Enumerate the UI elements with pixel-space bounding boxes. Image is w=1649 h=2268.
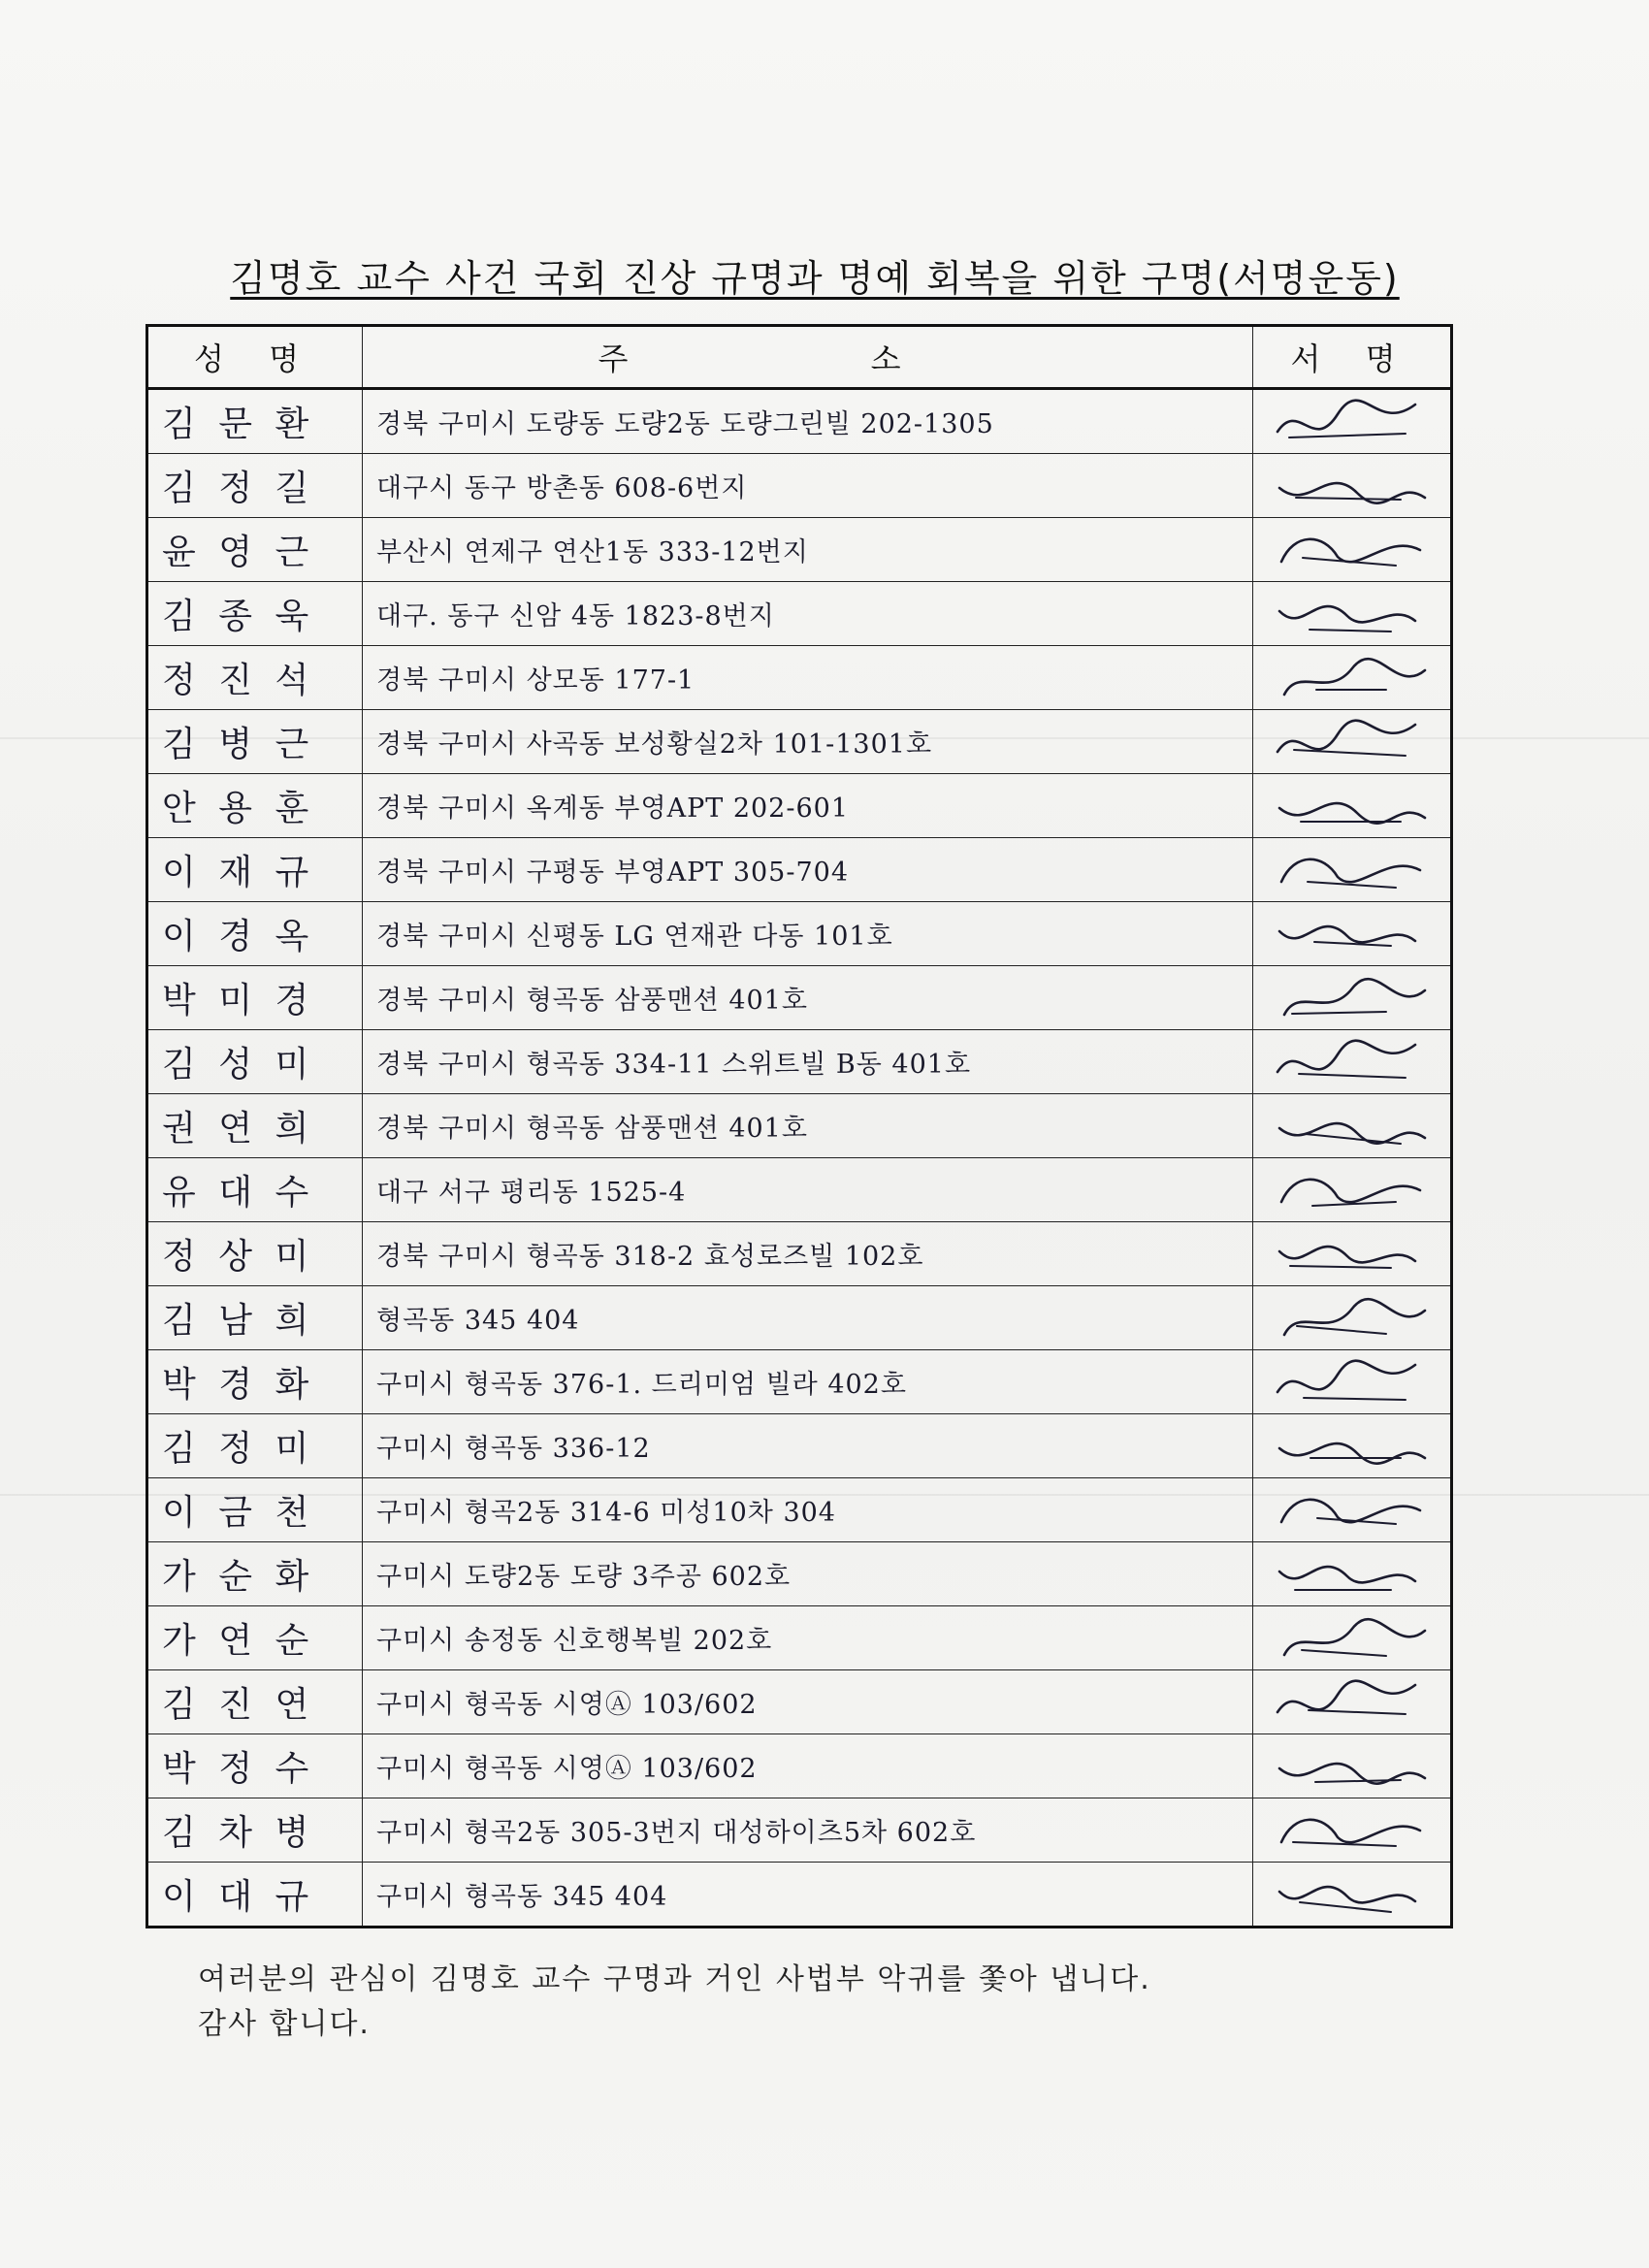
signature-stroke: [1277, 1680, 1415, 1711]
signer-address: 대구시 동구 방촌동 608-6번지: [363, 454, 1253, 518]
signature-mark: [1253, 774, 1452, 838]
signer-name: 김 성 미: [147, 1030, 363, 1094]
signer-name: 가 연 순: [147, 1606, 363, 1670]
table-row: [147, 389, 1452, 454]
signature-underline: [1292, 1012, 1386, 1014]
signature-mark: [1253, 966, 1452, 1030]
table-row: [147, 646, 1452, 710]
signature-mark: [1253, 1798, 1452, 1863]
handwritten-signature: [1270, 1483, 1435, 1538]
signer-name: 김 문 환: [147, 389, 363, 454]
handwritten-signature: [1270, 1803, 1435, 1858]
handwritten-signature: [1270, 1163, 1435, 1217]
signature-underline: [1294, 750, 1406, 756]
table-row: [147, 454, 1452, 518]
signature-mark: [1253, 1030, 1452, 1094]
signature-stroke: [1279, 1247, 1415, 1262]
header-name: 성 명: [147, 326, 363, 389]
signature-mark: [1253, 389, 1452, 454]
handwritten-signature: [1270, 779, 1435, 833]
signature-mark: [1253, 1094, 1452, 1158]
signer-name: 김 종 욱: [147, 582, 363, 646]
signer-name: 김 차 병: [147, 1798, 363, 1863]
table-row: [147, 1542, 1452, 1606]
signature-underline: [1300, 1902, 1391, 1912]
signature-stroke: [1279, 1443, 1425, 1464]
table-row: [147, 1350, 1452, 1414]
closing-line-1: 여러분의 관심이 김명호 교수 구명과 거인 사법부 악귀를 쫓아 냅니다.: [198, 1962, 1151, 1996]
signature-mark: [1253, 1158, 1452, 1222]
signature-mark: [1253, 646, 1452, 710]
signature-stroke: [1281, 1179, 1420, 1201]
signer-address: 구미시 송정동 신호행복빌 202호: [363, 1606, 1253, 1670]
handwritten-signature: [1270, 459, 1435, 513]
table-row: [147, 1734, 1452, 1798]
handwritten-signature: [1270, 1227, 1435, 1281]
table-row: [147, 1798, 1452, 1863]
signer-address: 경북 구미시 도량동 도량2동 도량그린빌 202-1305: [363, 389, 1253, 454]
signer-address: 구미시 형곡동 345 404: [363, 1863, 1253, 1928]
signature-stroke: [1279, 1567, 1415, 1582]
signer-address: 구미시 형곡2동 314-6 미성10차 304: [363, 1478, 1253, 1542]
signer-address: 구미시 형곡동 376-1. 드리미엄 빌라 402호: [363, 1350, 1253, 1414]
signer-name: 박 미 경: [147, 966, 363, 1030]
table-row: [147, 518, 1452, 582]
signer-address: 대구. 동구 신암 4동 1823-8번지: [363, 582, 1253, 646]
header-signature: 서 명: [1253, 326, 1452, 389]
closing-line-2: 감사 합니다.: [198, 2007, 371, 2041]
signature-stroke: [1284, 979, 1425, 1015]
signature-stroke: [1279, 926, 1415, 942]
signature-mark: [1253, 1734, 1452, 1798]
table-row: [147, 582, 1452, 646]
signer-name: 박 정 수: [147, 1734, 363, 1798]
signature-stroke: [1277, 720, 1415, 751]
handwritten-signature: [1270, 651, 1435, 705]
signature-mark: [1253, 710, 1452, 774]
signature-mark: [1253, 1286, 1452, 1350]
handwritten-signature: [1270, 1611, 1435, 1666]
signer-address: 경북 구미시 구평동 부영APT 305-704: [363, 838, 1253, 902]
signature-stroke: [1279, 1887, 1415, 1902]
table-row: [147, 774, 1452, 838]
signer-name: 김 병 근: [147, 710, 363, 774]
signer-name: 유 대 수: [147, 1158, 363, 1222]
signer-address: 대구 서구 평리동 1525-4: [363, 1158, 1253, 1222]
table-row: [147, 838, 1452, 902]
handwritten-signature: [1270, 1419, 1435, 1474]
table-row: [147, 1158, 1452, 1222]
signature-mark: [1253, 1350, 1452, 1414]
handwritten-signature: [1270, 1547, 1435, 1602]
signer-address: 구미시 형곡2동 305-3번지 대성하이츠5차 602호: [363, 1798, 1253, 1863]
table-row: [147, 1286, 1452, 1350]
signer-name: 윤 영 근: [147, 518, 363, 582]
signer-address: 구미시 형곡동 시영Ⓐ 103/602: [363, 1734, 1253, 1798]
signer-name: 김 정 미: [147, 1414, 363, 1478]
signer-name: 가 순 화: [147, 1542, 363, 1606]
signer-name: 이 대 규: [147, 1863, 363, 1928]
signer-address: 경북 구미시 형곡동 318-2 효성로즈빌 102호: [363, 1222, 1253, 1286]
handwritten-signature: [1270, 395, 1435, 449]
signer-name: 김 남 희: [147, 1286, 363, 1350]
signature-mark: [1253, 1414, 1452, 1478]
signature-underline: [1297, 1326, 1386, 1334]
signature-mark: [1253, 1222, 1452, 1286]
header-address: 주 소: [363, 326, 1253, 389]
table-row: [147, 1606, 1452, 1670]
handwritten-signature: [1270, 907, 1435, 961]
signature-mark: [1253, 1670, 1452, 1734]
signer-address: 경북 구미시 형곡동 삼풍맨션 401호: [363, 1094, 1253, 1158]
closing-message: [198, 1958, 1459, 2047]
signature-mark: [1253, 902, 1452, 966]
signer-address: 구미시 형곡동 336-12: [363, 1414, 1253, 1478]
signature-underline: [1304, 1398, 1406, 1400]
signer-address: 경북 구미시 옥계동 부영APT 202-601: [363, 774, 1253, 838]
table-row: [147, 1863, 1452, 1928]
signer-name: 김 정 길: [147, 454, 363, 518]
document-title: 김명호 교수 사건 국회 진상 규명과 명예 회복을 위한 구명(서명운동): [230, 257, 1400, 300]
handwritten-signature: [1270, 1867, 1435, 1922]
signature-stroke: [1277, 1360, 1415, 1391]
signature-mark: [1253, 518, 1452, 582]
handwritten-signature: [1270, 971, 1435, 1025]
signer-name: 이 재 규: [147, 838, 363, 902]
handwritten-signature: [1270, 1099, 1435, 1153]
table-header-row: [147, 326, 1452, 389]
signature-mark: [1253, 1606, 1452, 1670]
signature-underline: [1310, 630, 1391, 632]
signature-underline: [1317, 1518, 1396, 1524]
table-body: [147, 389, 1452, 1928]
signer-name: 정 상 미: [147, 1222, 363, 1286]
signature-underline: [1299, 1074, 1406, 1078]
signature-stroke: [1277, 400, 1415, 431]
table-row: [147, 1030, 1452, 1094]
table-row: [147, 1478, 1452, 1542]
signature-mark: [1253, 1863, 1452, 1928]
signer-name: 박 경 화: [147, 1350, 363, 1414]
table-row: [147, 966, 1452, 1030]
signature-underline: [1306, 1134, 1401, 1144]
signature-stroke: [1279, 606, 1415, 622]
signature-underline: [1309, 1710, 1406, 1714]
handwritten-signature: [1270, 1035, 1435, 1089]
signature-stroke: [1279, 483, 1425, 503]
handwritten-signature: [1270, 523, 1435, 577]
signer-name: 김 진 연: [147, 1670, 363, 1734]
signature-mark: [1253, 838, 1452, 902]
signer-name: 권 연 희: [147, 1094, 363, 1158]
table-row: [147, 1094, 1452, 1158]
signature-stroke: [1284, 1299, 1425, 1335]
signer-address: 경북 구미시 상모동 177-1: [363, 646, 1253, 710]
signature-underline: [1296, 498, 1401, 500]
signature-underline: [1302, 1650, 1386, 1656]
signature-underline: [1314, 942, 1391, 946]
signer-address: 구미시 도량2동 도량 3주공 602호: [363, 1542, 1253, 1606]
signer-address: 구미시 형곡동 시영Ⓐ 103/602: [363, 1670, 1253, 1734]
signature-stroke: [1279, 803, 1425, 824]
signer-name: 안 용 훈: [147, 774, 363, 838]
signature-mark: [1253, 454, 1452, 518]
signer-name: 정 진 석: [147, 646, 363, 710]
handwritten-signature: [1270, 1291, 1435, 1345]
signature-mark: [1253, 582, 1452, 646]
signature-mark: [1253, 1542, 1452, 1606]
signature-stroke: [1281, 1499, 1420, 1521]
signature-stroke: [1277, 1040, 1415, 1071]
table-row: [147, 710, 1452, 774]
handwritten-signature: [1270, 1355, 1435, 1409]
signer-name: 이 경 옥: [147, 902, 363, 966]
handwritten-signature: [1270, 715, 1435, 769]
table-row: [147, 902, 1452, 966]
signature-underline: [1290, 1266, 1391, 1268]
signature-table: [146, 324, 1453, 1928]
signature-underline: [1289, 434, 1406, 437]
signer-name: 이 금 천: [147, 1478, 363, 1542]
signature-stroke: [1279, 1123, 1425, 1144]
signature-underline: [1303, 558, 1396, 566]
table-row: [147, 1222, 1452, 1286]
signer-address: 경북 구미시 사곡동 보성황실2차 101-1301호: [363, 710, 1253, 774]
handwritten-signature: [1270, 1675, 1435, 1730]
signer-address: 경북 구미시 형곡동 삼풍맨션 401호: [363, 966, 1253, 1030]
signer-address: 부산시 연제구 연산1동 333-12번지: [363, 518, 1253, 582]
handwritten-signature: [1270, 587, 1435, 641]
signature-stroke: [1281, 1819, 1420, 1841]
table-row: [147, 1670, 1452, 1734]
signer-address: 경북 구미시 형곡동 334-11 스위트빌 B동 401호: [363, 1030, 1253, 1094]
signer-address: 형곡동 345 404: [363, 1286, 1253, 1350]
table-row: [147, 1414, 1452, 1478]
signature-mark: [1253, 1478, 1452, 1542]
signer-address: 경북 구미시 신평동 LG 연재관 다동 101호: [363, 902, 1253, 966]
signature-stroke: [1281, 859, 1420, 881]
handwritten-signature: [1270, 843, 1435, 897]
handwritten-signature: [1270, 1739, 1435, 1794]
